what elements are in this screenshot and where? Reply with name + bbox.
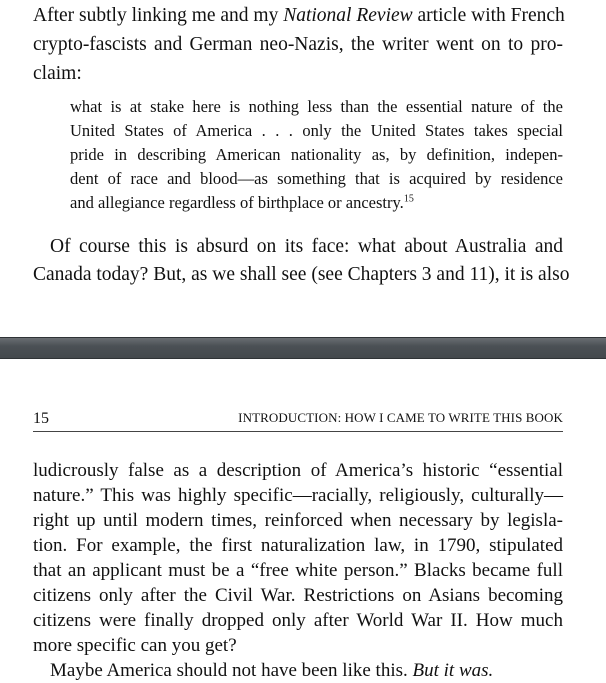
text-line: citizens only after the Civil War. Restrictions on Asians becoming: [33, 585, 563, 606]
italic-text: But it was.: [412, 660, 494, 681]
text-span: article with French: [412, 5, 565, 26]
text-line: citizens were finally dropped only after World War II. How much: [33, 610, 563, 631]
text-span: After subtly linking me and my: [33, 5, 284, 26]
text-line: claim:: [33, 63, 82, 84]
text-line: Canada today? But, as we shall see (see Chapters 3 and 11), it is also: [33, 264, 570, 285]
text-span: and allegiance regardless of birthplace or ancestry.: [70, 193, 404, 212]
text-line: crypto-fascists and German neo-Nazis, the writer went on to pro-: [33, 34, 563, 55]
quote-line: what is at stake here is nothing less than the essential nature of the: [70, 97, 563, 116]
text-line: ludicrously false as a description of America’s historic “essential: [33, 460, 563, 481]
quote-line: United States of America . . . only the United States takes special: [70, 121, 563, 140]
page-separator: [0, 337, 606, 359]
footnote-ref[interactable]: 15: [403, 193, 414, 205]
quote-line: [70, 193, 563, 213]
text-line: nature.” This was highly specific—racially, religiously, culturally—: [33, 485, 563, 506]
quote-line: pride in describing American nationality as, by definition, indepen-: [70, 145, 563, 164]
header-rule: [33, 431, 563, 432]
text-line: that an applicant must be a “free white person.” Blacks became full: [33, 560, 563, 581]
page-number: 15: [33, 410, 49, 427]
text-line: [50, 659, 580, 683]
text-line: Of course this is absurd on its face: what about Australia and: [50, 236, 563, 257]
text-line: tion. For example, the first naturalization law, in 1790, stipulated: [33, 535, 563, 556]
text-line: more specific can you get?: [33, 635, 237, 656]
text-span: Maybe America should not have been like this.: [50, 660, 413, 681]
quote-line: dent of race and blood—as something that is acquired by residence: [70, 169, 563, 188]
text-line: [33, 4, 563, 28]
text-line: right up until modern times, reinforced when necessary by legisla-: [33, 510, 563, 531]
running-head: INTRODUCTION: HOW I CAME TO WRITE THIS BOOK: [238, 410, 563, 425]
italic-title: National Review: [283, 5, 413, 26]
